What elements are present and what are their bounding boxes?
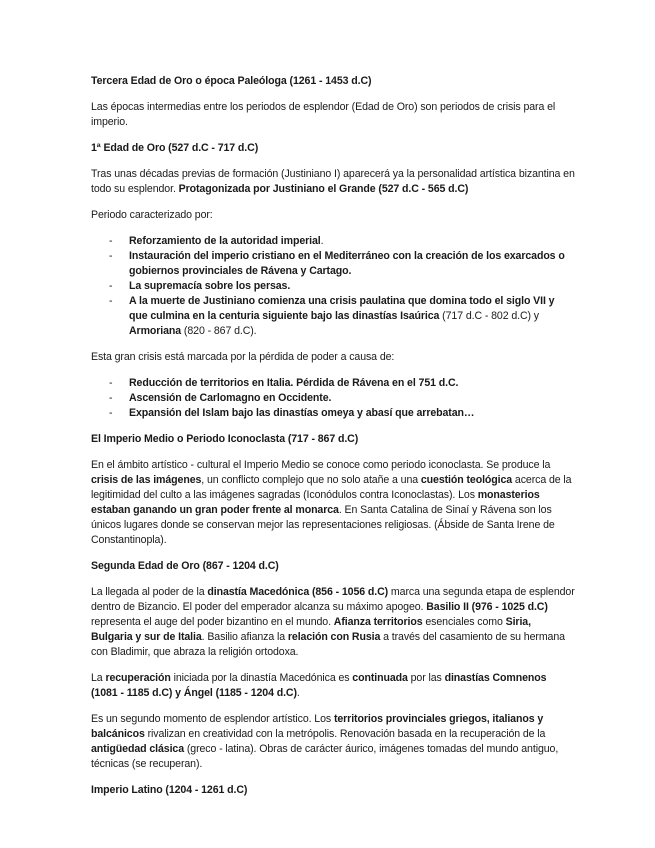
list-item-punct: . [320,235,324,247]
text-run: , un conflicto complejo que no solo atañe a una [201,474,421,486]
title-heading: Tercera Edad de Oro o época Paleóloga (1261 - 1453 d.C) [91,75,372,87]
dash-bullet: - [109,407,113,419]
section-iconoclast-heading: El Imperio Medio o Periodo Iconoclasta (717 - 867 d.C) [91,433,359,445]
bold-run: continuada [352,672,408,684]
dash-bullet: - [109,392,113,404]
text-run: . Basilio afianza la [201,631,288,643]
list-item [91,249,575,279]
text-run: a través del casamiento de su hermana con Bladimir, que abraza la religión ortodoxa. [91,631,565,658]
bold-run: Afianza territorios [333,616,423,628]
crisis-paragraph: Esta gran crisis está marcada por la pérdida de poder a causa de: [91,351,395,363]
text-run: iniciada por la dinastía Macedónica es [170,672,353,684]
dash-bullet: - [109,280,113,292]
list-item-text: Expansión del Islam bajo las dinastías omeya y abasí que arrebatan… [129,407,475,419]
bold-run: crisis de las imágenes [91,474,202,486]
list-item-dates: (717 d.C - 802 d.C) y [439,310,540,322]
bold-run: dinastías Comnenos (1081 - 1185 d.C) y Ángel (1185 - 1204 d.C) [91,672,547,699]
text-run: rivalizan en creatividad con la metrópolis. Renovación basada en la recuperación de la [144,728,546,740]
section-latin-empire-heading: Imperio Latino (1204 - 1261 d.C) [91,784,248,796]
text-run: En el ámbito artístico - cultural el Imperio Medio se conoce como periodo iconoclasta. Se produce la [91,459,551,471]
text-run: (greco - latina). Obras de carácter áurico, imágenes tomadas del mundo antiguo, técnicas (se recuperan). [91,743,559,770]
list-item [91,279,575,294]
bold-run: dinastía Macedónica (856 - 1056 d.C) [207,586,389,598]
text-run: . [296,687,300,699]
text-run: La llegada al poder de la [91,586,208,598]
list-item [91,376,575,391]
list-item-text: Ascensión de Carlomagno en Occidente. [129,392,332,404]
dash-bullet: - [109,295,113,307]
list-item-text: Armoriana [129,325,182,337]
bold-run: antigüedad clásica [91,743,184,755]
list-item-text: A la muerte de Justiniano comienza una crisis paulatina que domina todo el siglo VII y que culmina en la centuria siguiente bajo las dinastías Isaúrica [129,295,555,322]
list-item [91,406,575,421]
justinian-paragraph [91,167,575,197]
text-run: esenciales como [422,616,506,628]
bold-run: Siria, Bulgaria y sur de Italia [91,616,531,643]
bold-run: Basilio II (976 - 1025 d.C) [426,601,548,613]
list-item-dates: (820 - 867 d.C). [181,325,257,337]
bold-run: monasterios estaban ganando un gran poder frente al monarca [91,489,540,516]
justinian-bold: Protagonizada por Justiniano el Grande (527 d.C - 565 d.C) [178,183,469,195]
text-run: . En Santa Catalina de Sinaí y Rávena son los únicos lugares donde se conservan mejor las representaciones religiosas. (Ábside de Santa Irene de Constantinopla). [91,504,555,546]
text-run: Es un segundo momento de esplendor artístico. Los [91,713,334,725]
characterized-paragraph: Periodo caracterizado por: [91,209,213,221]
intro-paragraph: Las épocas intermedias entre los periodos de esplendor (Edad de Oro) son periodos de crisis para el imperio. [91,101,556,128]
list-item-text: La supremacía sobre los persas. [129,280,291,292]
crisis-list [91,376,575,421]
dash-bullet: - [109,250,113,262]
iconoclast-paragraph [91,458,575,548]
bold-run: relación con Rusia [287,631,381,643]
bold-run: territorios provinciales griegos, italianos y balcánicos [91,713,544,740]
splendor-paragraph [91,712,575,772]
list-item-text: Reforzamiento de la autoridad imperial [129,235,321,247]
recovery-paragraph [91,671,575,701]
dash-bullet: - [109,235,113,247]
section-first-golden-age-heading: 1ª Edad de Oro (527 d.C - 717 d.C) [91,142,259,154]
text-run: por las [407,672,445,684]
section-second-golden-age-heading: Segunda Edad de Oro (867 - 1204 d.C) [91,560,279,572]
list-item [91,234,575,249]
text-run: marca una segunda etapa de esplendor dentro de Bizancio. El poder del emperador alcanza su máximo apogeo. [91,586,575,613]
list-item [91,294,575,339]
list-item-text: Instauración del imperio cristiano en el Mediterráneo con la creación de los exarcados o gobiernos provinciales de Rávena y Cartago. [129,250,565,277]
text-run: La [91,672,106,684]
bold-run: cuestión teológica [420,474,513,486]
list-item-text: Reducción de territorios en Italia. Pérdida de Rávena en el 751 d.C. [129,377,459,389]
dash-bullet: - [109,377,113,389]
characteristics-list [91,234,575,339]
list-item [91,391,575,406]
justinian-text: Tras unas décadas previas de formación (Justiniano I) aparecerá ya la personalidad artística bizantina en todo su esplendor. [91,168,575,195]
bold-run: recuperación [105,672,171,684]
text-run: representa el auge del poder bizantino en el mundo. [91,616,334,628]
text-run: acerca de la legitimidad del culto a las imágenes sagradas (Iconódulos contra Iconoclastas). Los [91,474,572,501]
macedonian-paragraph [91,585,575,660]
